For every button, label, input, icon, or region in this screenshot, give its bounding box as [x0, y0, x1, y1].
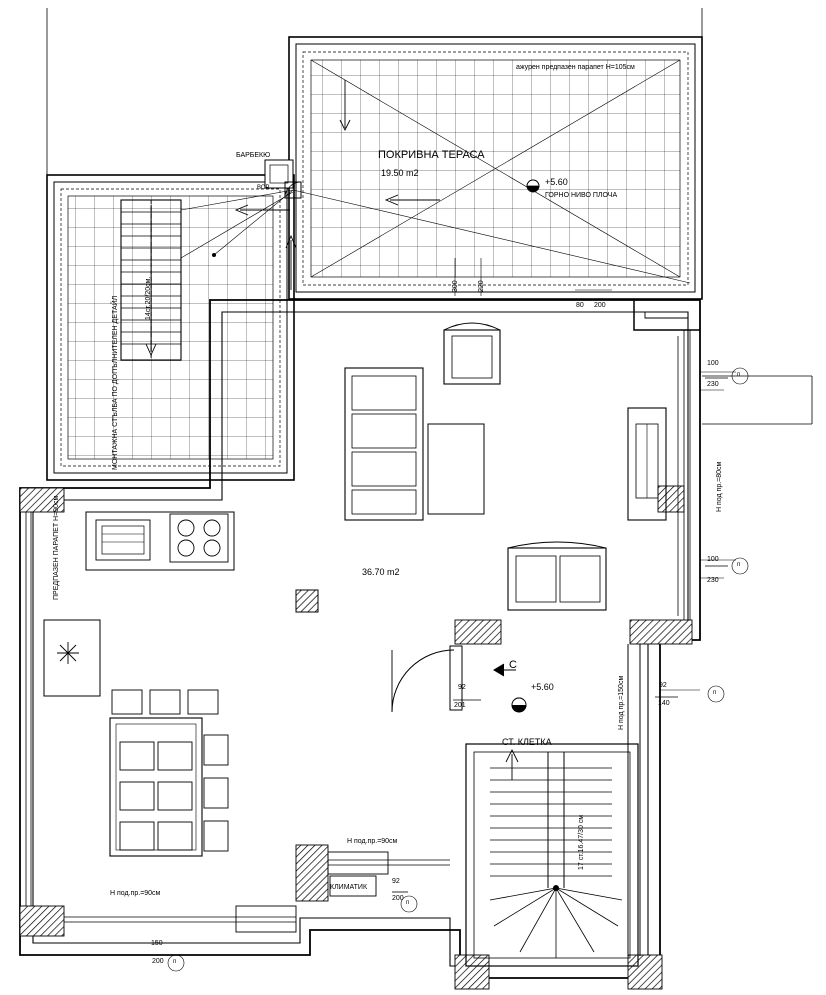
dimension-230-upper: 230 — [707, 381, 719, 388]
marker-p-4: п — [406, 900, 410, 906]
ac-unit-label: КЛИМАТИК — [330, 884, 368, 891]
dimension-150-bottom: 150 — [151, 940, 163, 947]
parapet-note-label: H под пр.=80см — [716, 461, 723, 512]
dimension-200-bottom: 200 — [152, 958, 164, 965]
level-mark-living-value: +5.60 — [531, 682, 554, 692]
dimension-220: 220 — [478, 280, 485, 292]
dimension-100-lower: 100 — [707, 556, 719, 563]
dimension-230-lower: 230 — [707, 577, 719, 584]
marker-p-3: п — [713, 690, 717, 696]
marker-p-5: п — [173, 959, 177, 965]
pergola-note-label: ажурен предпазен парапет H=105см — [516, 64, 635, 71]
dimension-92-door: 92 — [458, 684, 466, 691]
room-label-roof-terrace: ПОКРИВНА ТЕРАСА — [378, 149, 485, 161]
north-arrow-label: C — [509, 659, 517, 671]
dimension-92-ac: 92 — [392, 878, 400, 885]
bor-label: ВОР. — [257, 185, 271, 191]
marker-p-2: п — [737, 562, 741, 568]
dimension-80: 80 — [576, 302, 584, 309]
dimension-200-top: 200 — [594, 302, 606, 309]
room-area-living: 36.70 m2 — [362, 567, 400, 577]
window-h90-right-label: H под пр.=150см — [618, 675, 625, 730]
window-h90-mid-label: H под.пр.=90см — [347, 838, 398, 845]
barbecue-label: БАРБЕКЮ — [236, 152, 271, 159]
marker-p-1: п — [737, 372, 741, 378]
window-h150-label: ПРЕДПАЗЕН ПАРАПЕТ H=90см — [53, 495, 60, 600]
stair-risers-2-label: 17 ст.16.47/30 см — [578, 814, 585, 870]
dimension-200-ac: 200 — [392, 895, 404, 902]
room-area-roof-terrace: 19.50 m2 — [381, 168, 419, 178]
level-mark-terrace-caption: ГОРНО НИВО ПЛОЧА — [545, 192, 618, 199]
window-h80-label: H под.пр.=90см — [110, 890, 161, 897]
dimension-100-upper: 100 — [707, 360, 719, 367]
dimension-92-right: 92 — [659, 682, 667, 689]
stair-detail-label: МОНТАЖНА СТЪЛБА ПО ДОПЪЛНИТЕЛЕН ДЕТАЙЛ — [112, 295, 119, 470]
dimension-140-right: 140 — [658, 700, 670, 707]
level-mark-terrace-value: +5.60 — [545, 177, 568, 187]
dimension-300: 300 — [452, 280, 459, 292]
room-label-stair-well: СТ. КЛЕТКА — [502, 737, 552, 747]
dimension-201-door: 201 — [454, 702, 466, 709]
stair-risers-1-label: 14ст.20/20см. — [145, 276, 152, 320]
